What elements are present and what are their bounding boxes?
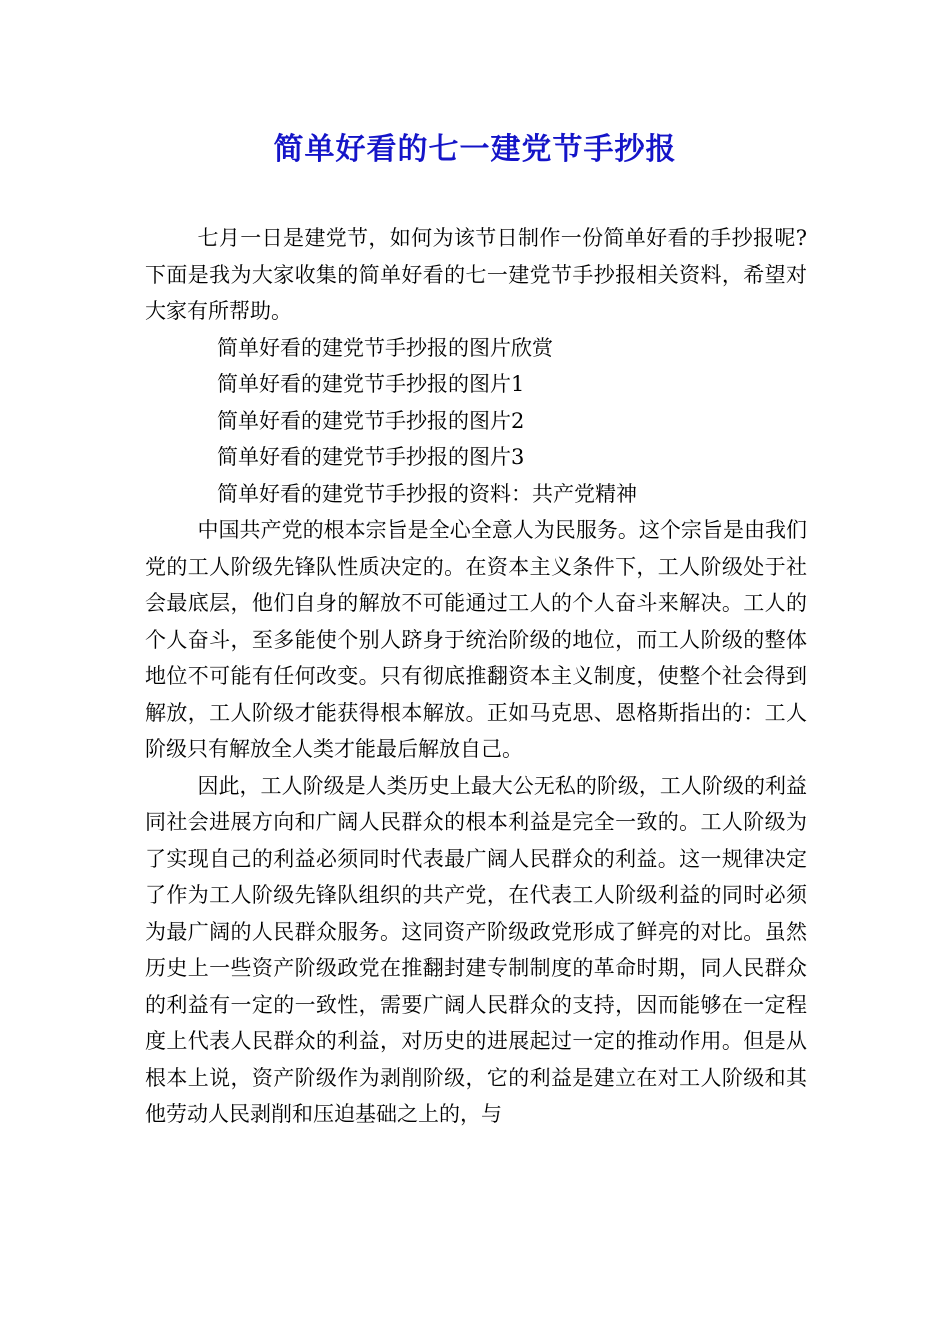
- picture-item-1: 简单好看的建党节手抄报的图片1: [217, 372, 525, 396]
- picture-item-3: 简单好看的建党节手抄报的图片3: [217, 445, 525, 469]
- document-body: [145, 220, 807, 1133]
- material-heading: 简单好看的建党节手抄报的资料：共产党精神: [217, 481, 637, 506]
- picture-heading: 简单好看的建党节手抄报的图片欣赏: [217, 335, 553, 360]
- picture-item-2: 简单好看的建党节手抄报的图片2: [217, 408, 525, 433]
- body-paragraph-2: 因此，工人阶级是人类历史上最大公无私的阶级，工人阶级的利益同社会进展方向和广阔人民群众的根本利益是完全一致的。工人阶级为了实现自己的利益必须同时代表最广阔人民群众的利益。这一规律决定了作为工人阶级先锋队组织的共产党，在代表工人阶级利益的同时必须为最广阔的人民群众服务。这同资产阶级政党形成了鲜亮的对比。虽然历史上一些资产阶级政党在推翻封建专制制度的革命时期，同人民群众的利益有一定的一致性，需要广阔人民群众的支持，因而能够在一定程度上代表人民群众的利益，对历史的进展起过一定的推动作用。但是从根本上说，资产阶级作为剥削阶级，它的利益是建立在对工人阶级和其他劳动人民剥削和压迫基础之上的，与: [145, 773, 807, 1126]
- body-paragraph-1: 中国共产党的根本宗旨是全心全意人为民服务。这个宗旨是由我们党的工人阶级先锋队性质决定的。在资本主义条件下，工人阶级处于社会最底层，他们自身的解放不可能通过工人的个人奋斗来解决。工人的个人奋斗，至多能使个别人跻身于统治阶级的地位，而工人阶级的整体地位不可能有任何改变。只有彻底推翻资本主义制度，使整个社会得到解放，工人阶级才能获得根本解放。正如马克思、恩格斯指出的：工人阶级只有解放全人类才能最后解放自己。: [145, 518, 807, 761]
- document-title: 简单好看的七一建党节手抄报: [273, 132, 677, 167]
- intro-paragraph: 七月一日是建党节，如何为该节日制作一份简单好看的手抄报呢?下面是我为大家收集的简单好看的七一建党节手抄报相关资料，希望对大家有所帮助。: [145, 226, 807, 323]
